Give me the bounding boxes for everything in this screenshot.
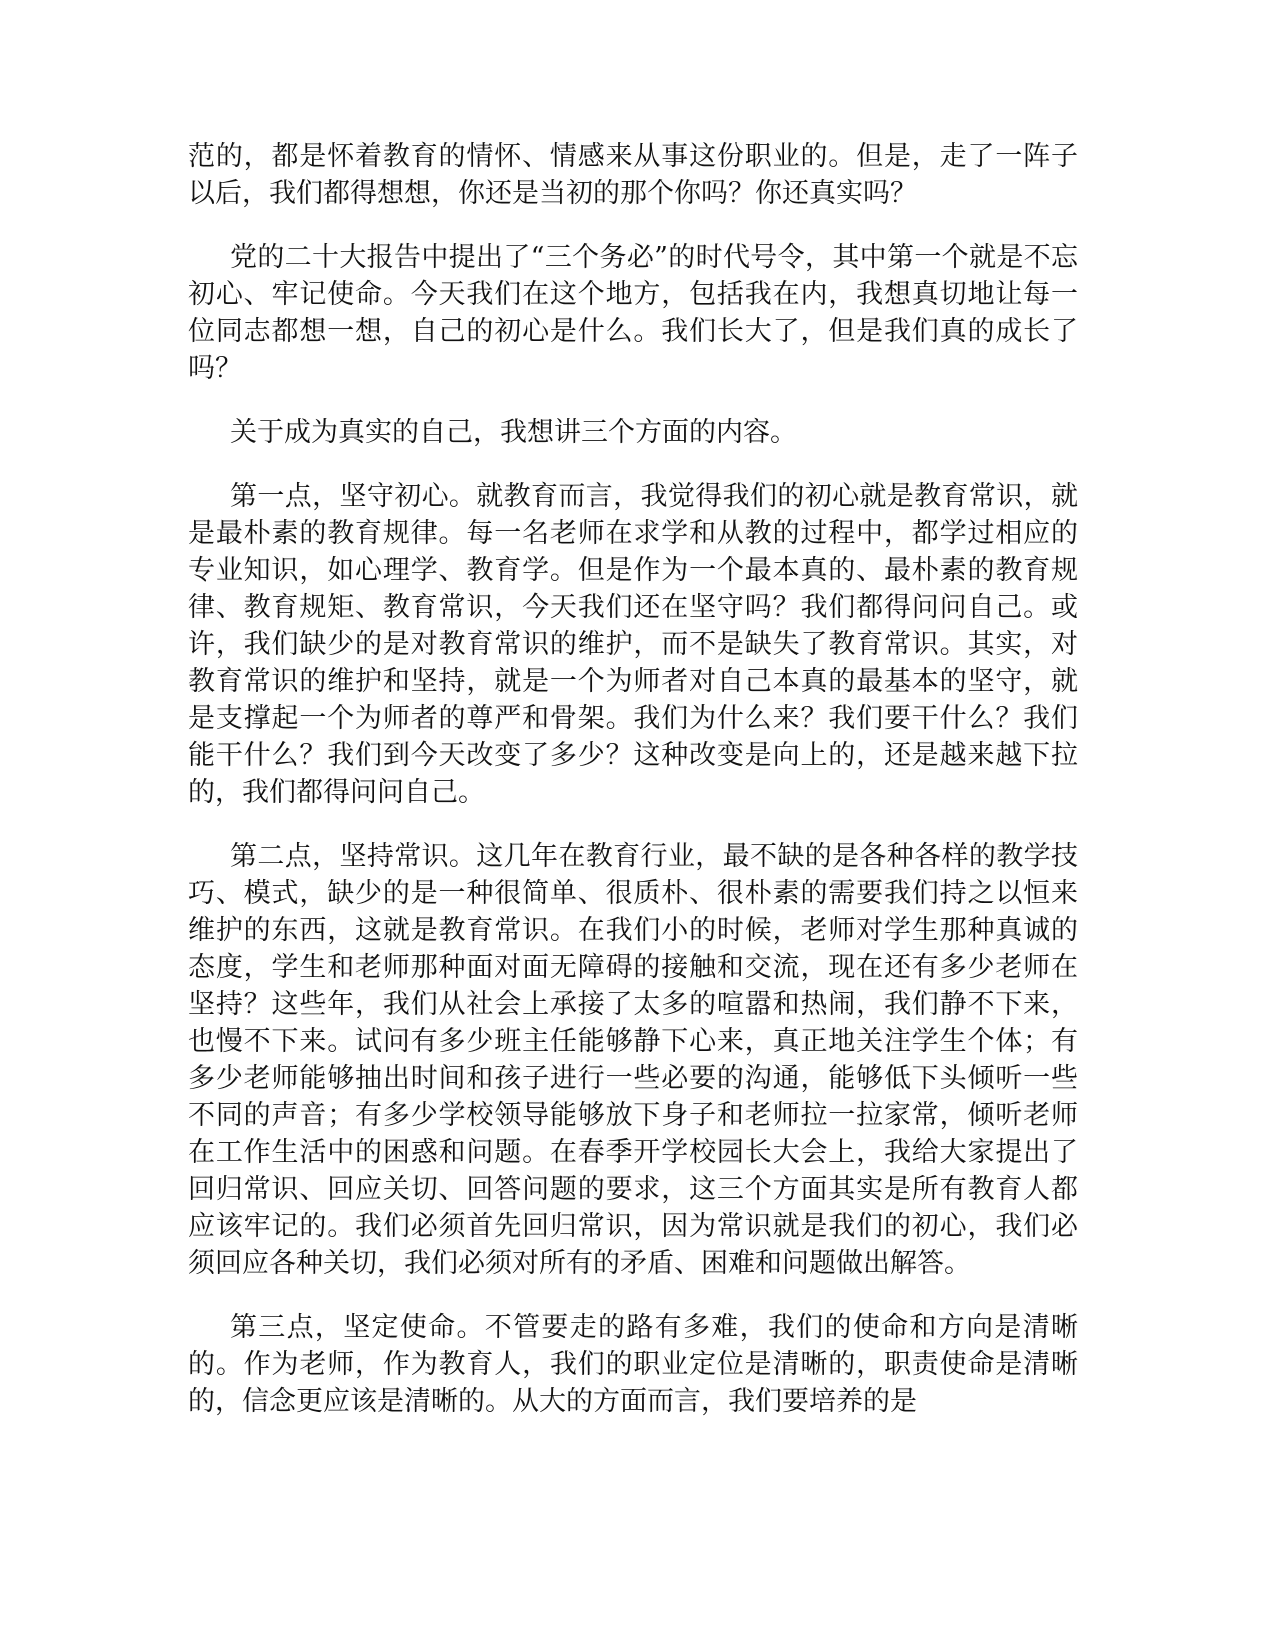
paragraph-continuation: 范的，都是怀着教育的情怀、情感来从事这份职业的。但是，走了一阵子以后，我们都得想想，你还是当初的那个你吗？你还真实吗？ <box>188 141 1078 209</box>
paragraph-three-aspects-intro: 关于成为真实的自己，我想讲三个方面的内容。 <box>230 417 797 448</box>
body-text <box>188 138 1078 1420</box>
paragraph-point-one: 第一点，坚守初心。就教育而言，我觉得我们的初心就是教育常识，就是最朴素的教育规律。每一名老师在求学和从教的过程中，都学过相应的专业知识，如心理学、教育学。但是作为一个最本真的、最朴素的教育规律、教育规矩、教育常识，今天我们还在坚守吗？我们都得问问自己。或许，我们缺少的是对教育常识的维护，而不是缺失了教育常识。其实，对教育常识的维护和坚持，就是一个为师者对自己本真的最基本的坚守，就是支撑起一个为师者的尊严和骨架。我们为什么来？我们要干什么？我们能干什么？我们到今天改变了多少？这种改变是向上的，还是越来越下拉的，我们都得问问自己。 <box>188 481 1078 808</box>
paragraph-twentieth-congress: 党的二十大报告中提出了“三个务必”的时代号令，其中第一个就是不忘初心、牢记使命。今天我们在这个地方，包括我在内，我想真切地让每一位同志都想一想，自己的初心是什么。我们长大了，但是我们真的成长了吗？ <box>188 242 1078 384</box>
paragraph-point-three: 第三点，坚定使命。不管要走的路有多难，我们的使命和方向是清晰的。作为老师，作为教育人，我们的职业定位是清晰的，职责使命是清晰的，信念更应该是清晰的。从大的方面而言，我们要培养的是 <box>188 1312 1078 1417</box>
paragraph-point-two: 第二点，坚持常识。这几年在教育行业，最不缺的是各种各样的教学技巧、模式，缺少的是一种很简单、很质朴、很朴素的需要我们持之以恒来维护的东西，这就是教育常识。在我们小的时候，老师对学生那种真诚的态度，学生和老师那种面对面无障碍的接触和交流，现在还有多少老师在坚持？这些年，我们从社会上承接了太多的喧嚣和热闹，我们静不下来，也慢不下来。试问有多少班主任能够静下心来，真正地关注学生个体；有多少老师能够抽出时间和孩子进行一些必要的沟通，能够低下头倾听一些不同的声音；有多少学校领导能够放下身子和老师拉一拉家常，倾听老师在工作生活中的困惑和问题。在春季开学校园长大会上，我给大家提出了回归常识、回应关切、回答问题的要求，这三个方面其实是所有教育人都应该牢记的。我们必须首先回归常识，因为常识就是我们的初心，我们必须回应各种关切，我们必须对所有的矛盾、困难和问题做出解答。 <box>188 841 1078 1279</box>
